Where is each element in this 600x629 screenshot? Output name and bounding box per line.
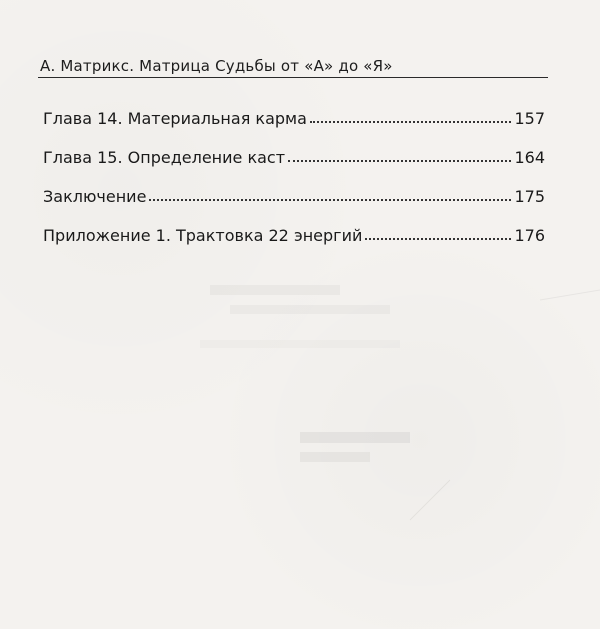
toc-entry-title: Глава 14. Материальная карма bbox=[43, 109, 307, 128]
toc-entry-title: Глава 15. Определение каст bbox=[43, 148, 286, 167]
toc-entry bbox=[43, 104, 545, 128]
running-header: А. Матрикс. Матрица Судьбы от «А» до «Я» bbox=[40, 57, 393, 75]
toc-dot-leader bbox=[149, 198, 511, 201]
toc-entry-page: 175 bbox=[514, 187, 545, 206]
toc-entry bbox=[43, 182, 545, 206]
toc-entry-page: 164 bbox=[514, 148, 545, 167]
toc-entry-page: 176 bbox=[514, 226, 545, 245]
toc-entry-title: Приложение 1. Трактовка 22 энергий bbox=[43, 226, 363, 245]
header-rule bbox=[38, 77, 548, 78]
toc-entry bbox=[43, 143, 545, 167]
toc-dot-leader bbox=[365, 237, 511, 240]
toc-entry-title: Заключение bbox=[43, 187, 147, 206]
table-of-contents bbox=[43, 104, 545, 260]
toc-dot-leader bbox=[310, 120, 512, 123]
toc-dot-leader bbox=[288, 159, 511, 162]
toc-entry-page: 157 bbox=[514, 109, 545, 128]
toc-entry bbox=[43, 221, 545, 245]
